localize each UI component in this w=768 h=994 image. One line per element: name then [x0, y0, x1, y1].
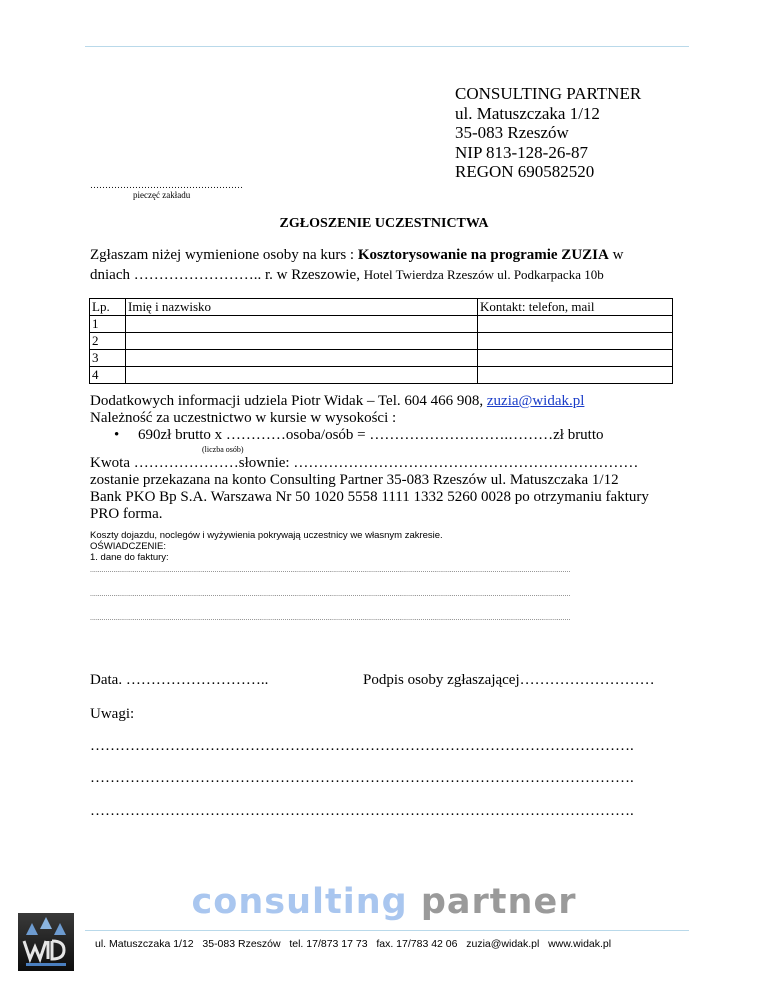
table-row — [90, 316, 673, 333]
liczba-label: (liczba osób) — [202, 445, 244, 454]
participants-table — [89, 298, 673, 384]
table-header-row — [90, 299, 673, 316]
remarks-label: Uwagi: — [90, 706, 135, 722]
row-number: 4 — [90, 367, 126, 384]
bank-line: Bank PKO Bp S.A. Warszawa Nr 50 1020 5558 1111 1332 5260 0028 po otrzymaniu faktury — [90, 489, 649, 505]
row-number: 2 — [90, 333, 126, 350]
intro-prefix: Zgłaszam niżej wymienione osoby na kurs : — [90, 247, 358, 263]
date-field[interactable]: Data. ……………………….. — [90, 672, 269, 688]
remarks-line[interactable]: ………………………………………………………………………………………………. — [90, 770, 634, 786]
name-cell[interactable] — [126, 350, 478, 367]
course-name: Kosztorysowanie na programie ZUZIA — [357, 247, 609, 263]
widak-logo-icon — [18, 913, 74, 971]
company-name: CONSULTING PARTNER — [455, 84, 642, 103]
row-number: 1 — [90, 316, 126, 333]
contact-cell[interactable] — [478, 367, 673, 384]
contact-cell[interactable] — [478, 333, 673, 350]
stamp-label: pieczęć zakładu — [133, 190, 191, 200]
fee-calculation: 690zł brutto x …………osoba/osób = ……………………….………zł brutto — [138, 427, 604, 443]
declaration-label: OŚWIADCZENIE: — [90, 541, 167, 552]
transfer-line: zostanie przekazana na konto Consulting Partner 35-083 Rzeszów ul. Matuszczaka 1/12 — [90, 472, 619, 488]
contact-cell[interactable] — [478, 350, 673, 367]
fee-bullet — [90, 427, 690, 444]
remarks-line[interactable]: ………………………………………………………………………………………………. — [90, 738, 634, 754]
invoice-dotline[interactable]: ....................................................................................................................................................................................................................................................... — [90, 567, 571, 574]
amount-line: Kwota …………………słownie: …………………………………………………………… — [90, 455, 639, 471]
intro-location: Hotel Twierdza Rzeszów ul. Podkarpacka 10b — [363, 267, 604, 282]
invoice-data-label: 1. dane do faktury: — [90, 552, 169, 563]
company-address — [455, 84, 641, 182]
form-title: ZGŁOSZENIE UCZESTNICTWA — [279, 216, 489, 231]
header-rule — [85, 46, 689, 47]
amount-block — [90, 455, 690, 523]
info-block — [90, 393, 690, 444]
table-row — [90, 350, 673, 367]
company-nip: NIP 813-128-26-87 — [455, 142, 588, 162]
info-contact: Dodatkowych informacji udziela Piotr Widak – Tel. 604 466 908, — [90, 393, 487, 409]
brand-word-consulting: consulting — [191, 882, 408, 922]
notes-block — [90, 530, 670, 624]
brand-wordmark — [0, 882, 768, 922]
stamp-dots: …………………………………………… — [90, 180, 243, 190]
bullet-icon: • — [114, 427, 120, 443]
intro-dates: dniach …………………….. r. w Rzeszowie, — [90, 267, 364, 283]
name-cell[interactable] — [126, 367, 478, 384]
name-cell[interactable] — [126, 316, 478, 333]
costs-note: Koszty dojazdu, noclegów i wyżywienia pokrywają uczestnicy we własnym zakresie. — [90, 530, 443, 541]
contact-cell[interactable] — [478, 316, 673, 333]
footer-contact: ul. Matuszczaka 1/12 35-083 Rzeszów tel. 17/873 17 73 fax. 17/783 42 06 zuzia@widak.pl www.widak.pl — [95, 938, 612, 950]
remarks-line[interactable]: ………………………………………………………………………………………………. — [90, 803, 634, 819]
email-link[interactable]: zuzia@widak.pl — [486, 393, 585, 409]
header-lp: Lp. — [90, 299, 126, 316]
intro-paragraph — [90, 245, 685, 285]
table-row — [90, 333, 673, 350]
brand-word-partner: partner — [420, 882, 577, 922]
proforma-line: PRO forma. — [90, 506, 163, 522]
header-name: Imię i nazwisko — [126, 299, 478, 316]
footer-rule — [85, 930, 689, 931]
company-regon: REGON 690582520 — [455, 162, 595, 181]
header-contact: Kontakt: telefon, mail — [478, 299, 673, 316]
signature-field[interactable]: Podpis osoby zgłaszającej……………………… — [363, 672, 655, 688]
fee-label: Należność za uczestnictwo w kursie w wysokości : — [90, 410, 397, 426]
invoice-dotline[interactable]: ....................................................................................................................................................................................................................................................... — [90, 591, 571, 598]
invoice-dotline[interactable]: ....................................................................................................................................................................................................................................................... — [90, 615, 571, 622]
table-row — [90, 367, 673, 384]
row-number: 3 — [90, 350, 126, 367]
company-street: ul. Matuszczaka 1/12 — [455, 103, 600, 123]
company-city: 35-083 Rzeszów — [455, 123, 569, 142]
intro-suffix: w — [608, 247, 624, 263]
name-cell[interactable] — [126, 333, 478, 350]
